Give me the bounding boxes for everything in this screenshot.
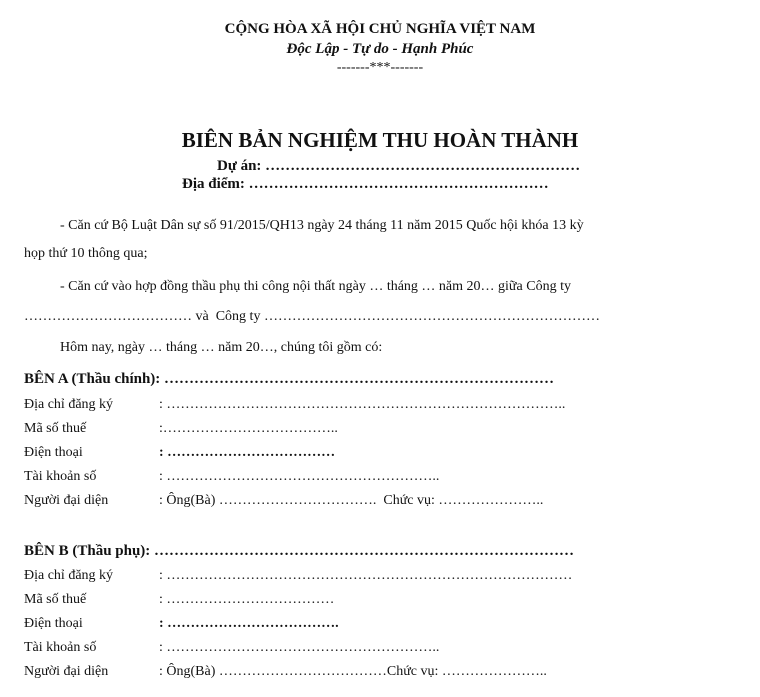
party-b-heading: BÊN B (Thầu phụ): ………………………………………………………………………… bbox=[24, 543, 575, 559]
party-a-account-value: : ………………………………………………….. bbox=[159, 469, 440, 484]
document-title: BIÊN BẢN NGHIỆM THU HOÀN THÀNH bbox=[181, 128, 579, 152]
location-line: Địa điểm: …………………………………………………… bbox=[182, 176, 549, 192]
party-a-phone-value: : ……………………………… bbox=[159, 445, 336, 460]
party-a-address-label: Địa chỉ đăng ký bbox=[24, 397, 114, 412]
party-a-address-value: : ………………………………………………………………………….. bbox=[159, 397, 566, 412]
party-b-phone-label: Điện thoại bbox=[24, 616, 83, 631]
basis-line-1b: họp thứ 10 thông qua; bbox=[24, 246, 148, 261]
nation-heading: CỘNG HÒA XÃ HỘI CHỦ NGHĨA VIỆT NAM bbox=[224, 21, 536, 37]
motto: Độc Lập - Tự do - Hạnh Phúc bbox=[286, 41, 474, 57]
party-a-phone-label: Điện thoại bbox=[24, 445, 83, 460]
party-a-heading: BÊN A (Thầu chính): …………………………………………………………………… bbox=[24, 371, 555, 387]
basis-line-2a: - Căn cứ vào hợp đồng thầu phụ thi công nội thất ngày … tháng … năm 20… giữa Công ty bbox=[60, 279, 571, 294]
party-b-tax-value: : ……………………………… bbox=[159, 592, 335, 607]
header-divider: -------***------- bbox=[336, 60, 424, 75]
party-b-phone-value: : ………………………………. bbox=[159, 616, 339, 631]
party-a-account-label: Tài khoản số bbox=[24, 469, 97, 484]
party-b-address-label: Địa chỉ đăng ký bbox=[24, 568, 114, 583]
basis-line-1a: - Căn cứ Bộ Luật Dân sự số 91/2015/QH13 ngày 24 tháng 11 năm 2015 Quốc hội khóa 13 kỳ bbox=[60, 218, 584, 233]
party-a-tax-label: Mã số thuế bbox=[24, 421, 87, 436]
party-a-tax-value: :……………………………….. bbox=[159, 421, 338, 436]
party-a-rep-label: Người đại diện bbox=[24, 493, 109, 508]
party-b-account-label: Tài khoản số bbox=[24, 640, 97, 655]
party-b-account-value: : ………………………………………………….. bbox=[159, 640, 440, 655]
party-b-rep-value: : Ông(Bà) ………………………………Chức vụ: ………………….. bbox=[159, 664, 547, 679]
party-b-rep-label: Người đại diện bbox=[24, 664, 109, 679]
party-a-rep-value: : Ông(Bà) ……………………………. Chức vụ: ………………….. bbox=[159, 493, 544, 508]
project-line: Dự án: ……………………………………………………… bbox=[217, 158, 581, 174]
basis-line-3: Hôm nay, ngày … tháng … năm 20…, chúng tôi gồm có: bbox=[60, 340, 383, 355]
party-b-tax-label: Mã số thuế bbox=[24, 592, 87, 607]
party-b-address-value: : …………………………………………………………………………… bbox=[159, 568, 573, 583]
basis-line-2b: ……………………………… và Công ty ……………………………………………………………… bbox=[24, 309, 600, 324]
